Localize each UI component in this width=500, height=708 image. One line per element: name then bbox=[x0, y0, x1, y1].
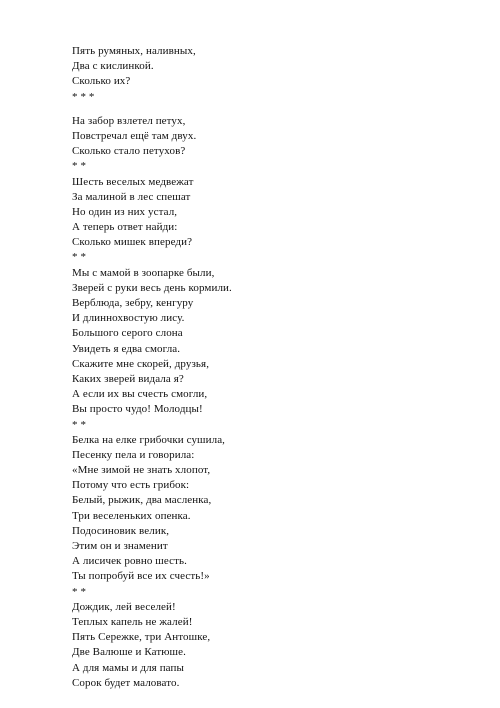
text-line: А лисичек ровно шесть. bbox=[72, 555, 187, 568]
text-line: Дождик, лей веселей! bbox=[72, 600, 176, 613]
text-line: «Мне зимой не знать хлопот, bbox=[72, 464, 211, 477]
text-line: Сколько их? bbox=[72, 75, 131, 88]
paragraph-gap bbox=[72, 105, 452, 114]
separator-line: * * * bbox=[72, 90, 95, 103]
text-line: Потому что есть грибок: bbox=[72, 479, 190, 492]
text-line: Теплых капель не жалей! bbox=[72, 615, 193, 628]
separator-line: * * bbox=[72, 160, 87, 173]
text-line: Сколько стало петухов? bbox=[72, 145, 186, 158]
text-line: Два с кислинкой. bbox=[72, 60, 154, 73]
text-line: А теперь ответ найди: bbox=[72, 221, 178, 234]
text-line: Повстречал ещё там двух. bbox=[72, 129, 197, 142]
text-line: На забор взлетел петух, bbox=[72, 114, 186, 127]
text-line: Зверей с руки весь день кормили. bbox=[72, 281, 232, 294]
text-line: Верблюда, зебру, кенгуру bbox=[72, 297, 194, 309]
poem-text-block bbox=[72, 44, 452, 691]
text-line: Большого серого слона bbox=[72, 327, 183, 340]
text-line: Пять румяных, наливных, bbox=[72, 45, 196, 57]
separator-line: * * bbox=[72, 418, 87, 431]
text-line: А для мамы и для папы bbox=[72, 661, 184, 674]
text-line: Белый, рыжик, два масленка, bbox=[72, 494, 212, 507]
text-line: Пять Сережке, три Антошке, bbox=[72, 631, 211, 644]
text-line: И длиннохвостую лису. bbox=[72, 312, 185, 325]
text-line: Шесть веселых медвежат bbox=[72, 175, 194, 188]
poem-group-2 bbox=[72, 114, 452, 691]
text-line: Подосиновик велик, bbox=[72, 524, 170, 537]
text-line: Две Валюше и Катюше. bbox=[72, 646, 186, 659]
text-line: Этим он и знаменит bbox=[72, 540, 168, 552]
text-line: Ты попробуй все их счесть!» bbox=[72, 570, 210, 583]
poem-group-1 bbox=[72, 44, 452, 105]
text-line: Но один из них устал, bbox=[72, 205, 178, 218]
text-line: За малиной в лес спешат bbox=[72, 190, 191, 203]
separator-line: * * bbox=[72, 585, 87, 598]
text-line: Каких зверей видала я? bbox=[72, 372, 184, 385]
text-line: Вы просто чудо! Молодцы! bbox=[72, 403, 203, 416]
text-line: Увидеть я едва смогла. bbox=[72, 342, 181, 355]
text-line: Три веселеньких опенка. bbox=[72, 509, 191, 522]
text-line: Белка на елке грибочки сушила, bbox=[72, 433, 226, 446]
text-line: Скажите мне скорей, друзья, bbox=[72, 357, 210, 370]
text-line: Песенку пела и говорила: bbox=[72, 448, 195, 461]
text-line: Сорок будет маловато. bbox=[72, 676, 180, 689]
text-line: А если их вы счесть смогли, bbox=[72, 388, 208, 401]
text-line: Мы с мамой в зоопарке были, bbox=[72, 266, 215, 279]
text-line: Сколько мишек впереди? bbox=[72, 236, 193, 249]
separator-line: * * bbox=[72, 251, 87, 264]
